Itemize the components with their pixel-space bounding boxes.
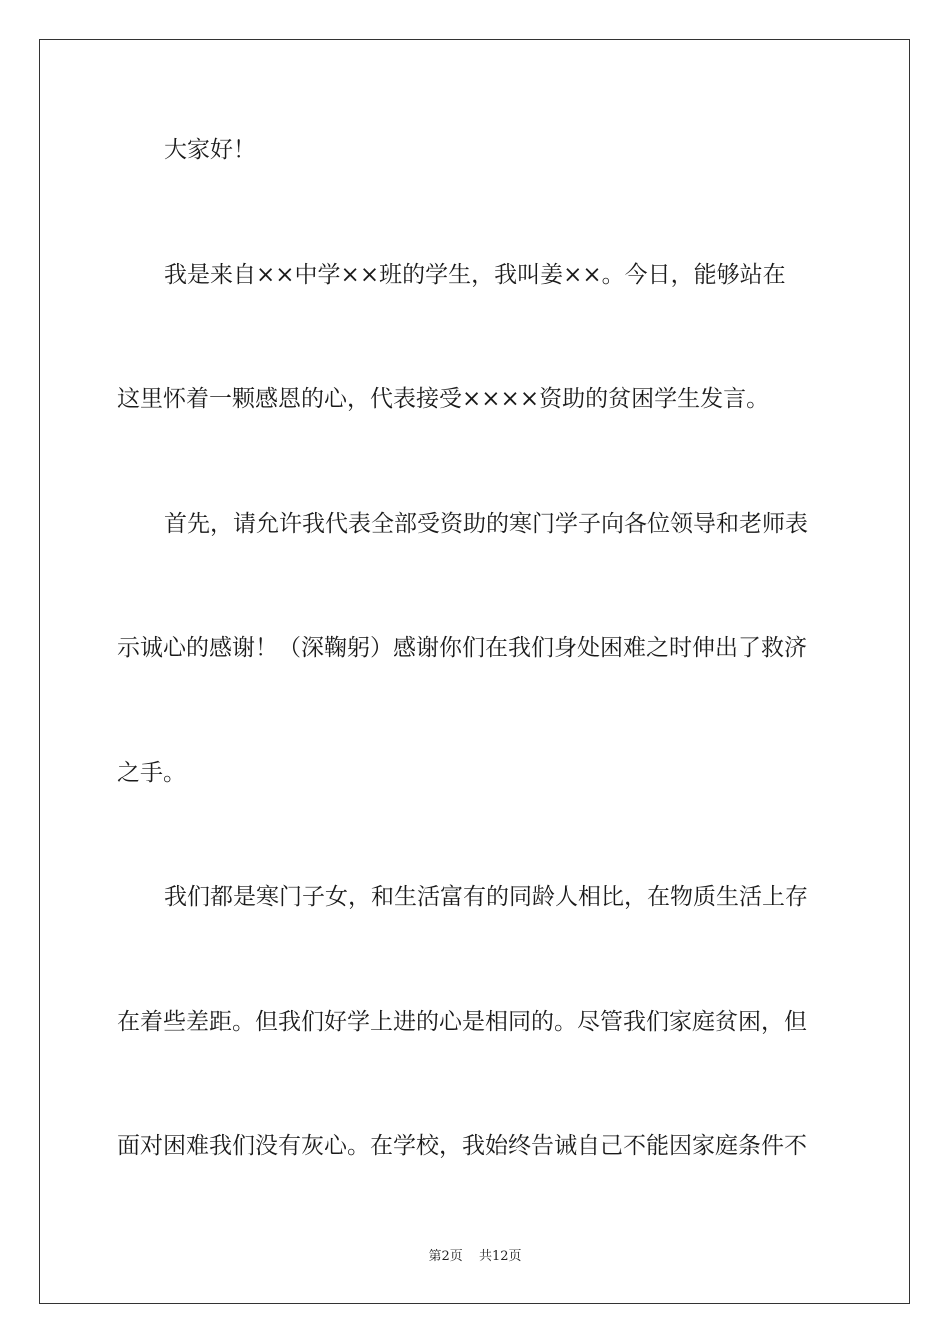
paragraph-line: 面对困难我们没有灰心。在学校，我始终告诫自己不能因家庭条件不	[117, 1133, 807, 1159]
page-number: 第2页	[428, 1249, 463, 1264]
paragraph-line: 在着些差距。但我们好学上进的心是相同的。尽管我们家庭贫困，但	[117, 1009, 807, 1035]
paragraph-line: 我们都是寒门子女，和生活富有的同龄人相比，在物质生活上存	[164, 884, 808, 910]
paragraph-line: 示诚心的感谢！（深鞠躬）感谢你们在我们身处困难之时伸出了救济	[117, 635, 807, 661]
page-footer	[0, 1248, 950, 1266]
paragraph-line: 之手。	[117, 760, 186, 786]
paragraph-line: 这里怀着一颗感恩的心，代表接受××××资助的贫困学生发言。	[117, 386, 770, 412]
page-border	[39, 39, 910, 1304]
total-pages: 共12页	[478, 1249, 522, 1264]
paragraph-line: 首先，请允许我代表全部受资助的寒门学子向各位领导和老师表	[164, 511, 808, 537]
paragraph-line: 我是来自××中学××班的学生，我叫姜××。今日，能够站在	[164, 262, 786, 288]
greeting-line: 大家好！	[164, 137, 256, 163]
